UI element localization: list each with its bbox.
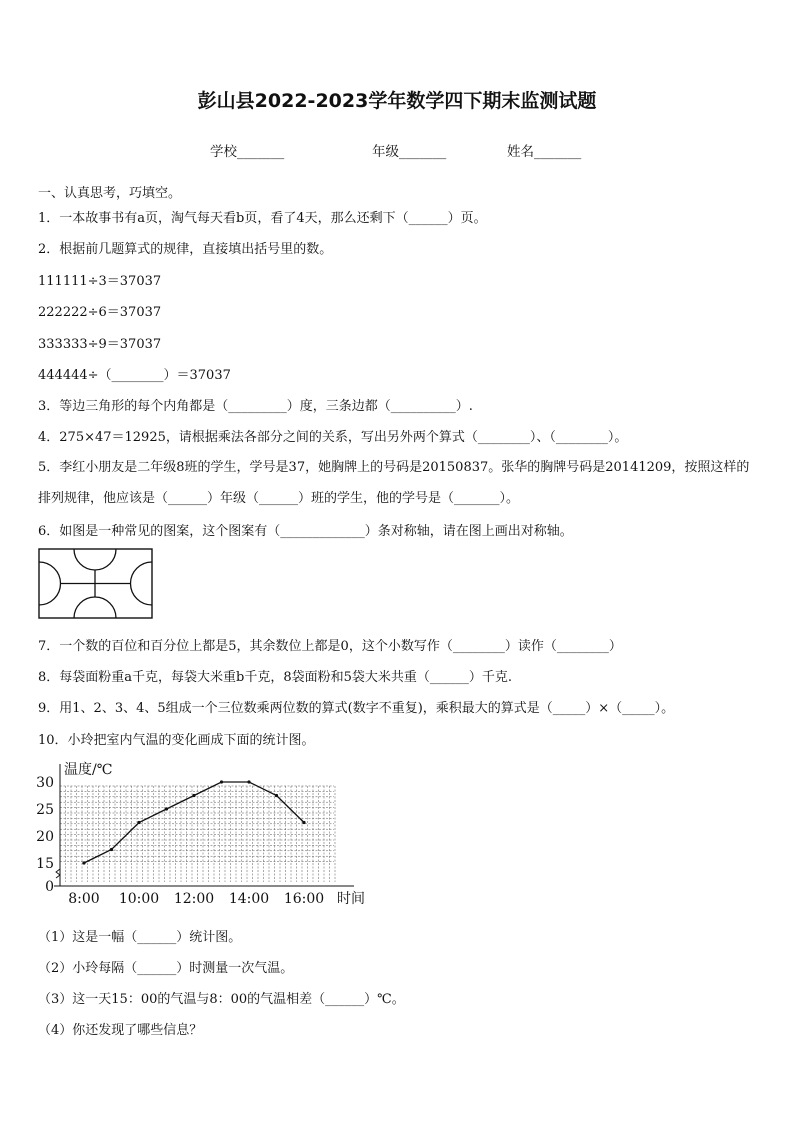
section-heading: 一、认真思考，巧填空。	[38, 186, 182, 201]
data-point	[220, 780, 223, 783]
chart-axes	[54, 764, 354, 886]
y-tick-label: 20	[36, 829, 54, 845]
question-2: 2．根据前几题算式的规律，直接填出括号里的数。	[38, 242, 333, 257]
question-2-equation-2: 222222÷6＝37037	[38, 305, 162, 320]
temperature-line-chart	[34, 756, 384, 916]
data-point	[110, 848, 113, 851]
question-2-equation-3: 333333÷9＝37037	[38, 337, 162, 352]
axis-break-mark	[56, 869, 60, 878]
question-10-part-4: （4）你还发现了哪些信息？	[38, 1023, 203, 1038]
x-tick-label: 14:00	[228, 891, 270, 907]
grade-field: 年级_______	[372, 144, 447, 160]
page-title: 彭山县2022-2023学年数学四下期末监测试题	[197, 90, 597, 112]
question-7: 7．一个数的百位和百分位上都是5，其余数位上都是0，这个小数写作（________）读作（________）	[38, 639, 622, 654]
data-point	[137, 821, 140, 824]
question-10: 10．小玲把室内气温的变化画成下面的统计图。	[38, 733, 315, 748]
school-field: 学校_______	[210, 144, 285, 160]
question-2-equation-4: 444444÷（________）＝37037	[38, 368, 231, 383]
x-tick-label: 16:00	[283, 891, 325, 907]
question-4: 4．275×47＝12925，请根据乘法各部分之间的关系，写出另外两个算式（________）、（________）。	[38, 430, 628, 445]
question-5: 5．李红小朋友是二年级8班的学生，学号是37，她胸牌上的号码是20150837。张华的胸牌号码是20141209，按照这样的排列规律，他应该是（______）年级（______）班的学生，他的学号是（_______）。	[38, 460, 750, 506]
chart-labels	[36, 761, 365, 907]
question-2-equation-1: 111111÷3＝37037	[38, 274, 162, 289]
y-axis-label: 温度/℃	[64, 762, 113, 778]
symmetry-pattern-figure	[38, 548, 154, 624]
data-point	[82, 861, 85, 864]
question-10-part-2: （2）小玲每隔（______）时测量一次气温。	[38, 961, 294, 976]
data-point	[165, 807, 168, 810]
question-10-part-1: （1）这是一幅（______）统计图。	[38, 930, 242, 945]
chart-grid	[60, 786, 335, 882]
data-point	[192, 794, 195, 797]
name-field: 姓名_______	[507, 144, 582, 160]
question-6: 6．如图是一种常见的图案，这个图案有（_____________）条对称轴，请在图上画出对称轴。	[38, 524, 573, 539]
x-tick-label: 8:00	[68, 891, 100, 907]
question-9: 9．用1、2、3、4、5组成一个三位数乘两位数的算式(数字不重复)，乘积最大的算式是（_____）×（_____）。	[38, 701, 675, 716]
chart-line	[82, 780, 305, 864]
x-tick-label: 10:00	[118, 891, 160, 907]
data-point	[275, 794, 278, 797]
y-tick-label: 0	[45, 879, 54, 895]
y-tick-label: 25	[36, 802, 54, 818]
x-axis-label: 时间	[337, 891, 365, 907]
question-10-part-3: （3）这一天15：00的气温与8：00的气温相差（______）℃。	[38, 992, 405, 1007]
question-1: 1．一本故事书有a页，淘气每天看b页，看了4天，那么还剩下（______）页。	[38, 211, 487, 226]
question-8: 8．每袋面粉重a千克，每袋大米重b千克，8袋面粉和5袋大米共重（______）千克.	[38, 670, 513, 685]
data-point	[247, 780, 250, 783]
data-point	[302, 821, 305, 824]
question-3: 3．等边三角形的每个内角都是（_________）度，三条边都（__________）.	[38, 399, 473, 414]
y-tick-label: 15	[36, 856, 54, 872]
y-tick-label: 30	[36, 775, 54, 791]
x-tick-label: 12:00	[173, 891, 215, 907]
